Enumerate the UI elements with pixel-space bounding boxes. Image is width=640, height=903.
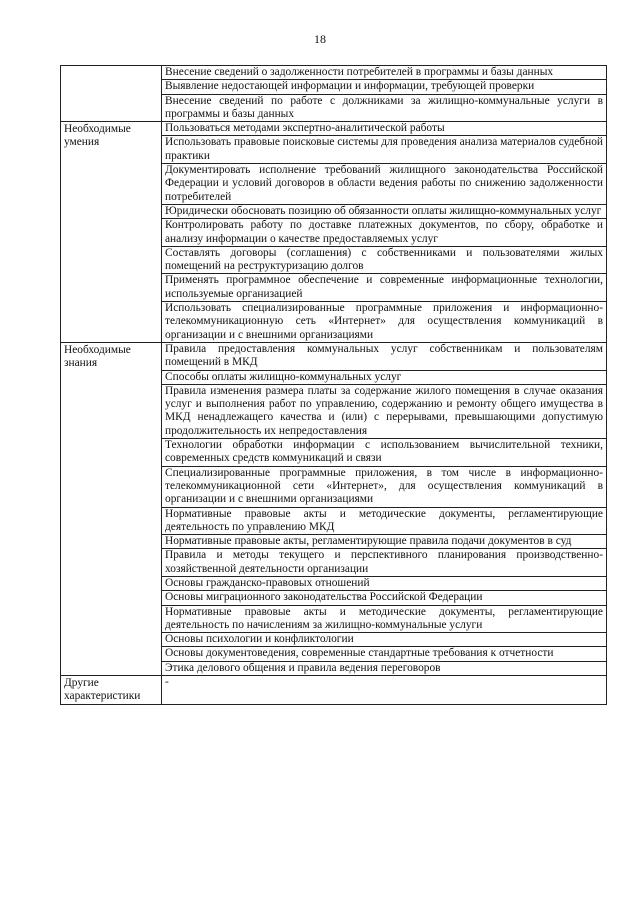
requirement-item: Правила и методы текущего и перспективного планирования производственно-хозяйственной деятельности организации — [162, 549, 607, 577]
requirement-item: Основы психологии и конфликтологии — [162, 633, 607, 647]
requirement-item: Составлять договоры (соглашения) с собственниками и пользователями жилых помещений на реструктуризацию долгов — [162, 246, 607, 274]
requirement-item: Контролировать работу по доставке платежных документов, по сбору, обработке и анализу информации о качестве предоставляемых услуг — [162, 219, 607, 247]
requirement-item: Юридически обосновать позицию об обязанности оплаты жилищно-коммунальных услуг — [162, 204, 607, 218]
requirement-item: Правила предоставления коммунальных услуг собственникам и пользователям помещений в МКД — [162, 342, 607, 370]
requirement-item: Пользоваться методами экспертно-аналитической работы — [162, 122, 607, 136]
table-row — [61, 122, 607, 136]
requirement-item: Нормативные правовые акты, регламентирующие правила подачи документов в суд — [162, 535, 607, 549]
requirement-item: Основы миграционного законодательства Российской Федерации — [162, 591, 607, 605]
table-row — [61, 676, 607, 705]
requirement-item: Использовать правовые поисковые системы для проведения анализа материалов судебной практики — [162, 136, 607, 164]
requirement-item: Применять программное обеспечение и современные информационные технологии, используемые организацией — [162, 274, 607, 302]
requirement-item: Внесение сведений по работе с должниками за жилищно-коммунальные услуги в программы и базы данных — [162, 94, 607, 122]
requirement-item: - — [162, 676, 607, 705]
page-number: 18 — [314, 32, 326, 46]
requirement-item: Нормативные правовые акты и методические документы, регламентирующие деятельность по управлению МКД — [162, 507, 607, 535]
requirement-item: Нормативные правовые акты и методические документы, регламентирующие деятельность по начислениям за жилищно-коммунальные услуги — [162, 605, 607, 633]
requirement-item: Основы гражданско-правовых отношений — [162, 576, 607, 590]
table-row — [61, 66, 607, 80]
requirement-item: Внесение сведений о задолженности потребителей в программы и базы данных — [162, 66, 607, 80]
requirement-item: Правила изменения размера платы за содержание жилого помещения в случае оказания услуг и выполнения работ по управлению, содержанию и ремонту общего имущества в МКД ненадлежащего качества и (или) с перерывами, превышающими допустимую продолжительность их непредоставления — [162, 384, 607, 438]
requirement-item: Технологии обработки информации с использованием вычислительной техники, современных средств коммуникаций и связи — [162, 439, 607, 467]
section-label: Необходимые знания — [61, 342, 162, 675]
section-label: Необходимые умения — [61, 122, 162, 343]
requirement-item: Этика делового общения и правила ведения переговоров — [162, 661, 607, 675]
requirement-item: Использовать специализированные программные приложения и информационно-телекоммуникационную сеть «Интернет» для осуществления коммуникаций в организации и с внешними организациями — [162, 302, 607, 343]
table-row — [61, 342, 607, 370]
requirements-table-body — [61, 66, 607, 705]
requirement-item: Основы документоведения, современные стандартные требования к отчетности — [162, 647, 607, 661]
requirement-item: Способы оплаты жилищно-коммунальных услуг — [162, 370, 607, 384]
requirements-table — [60, 65, 607, 705]
requirement-item: Выявление недостающей информации и информации, требующей проверки — [162, 80, 607, 94]
section-label: Другие характеристики — [61, 676, 162, 705]
requirement-item: Документировать исполнение требований жилищного законодательства Российской Федерации и условий договоров в области ведения работы по снижению задолженности потребителей — [162, 164, 607, 205]
requirement-item: Специализированные программные приложения, в том числе в информационно-телекоммуникационной сети «Интернет», для осуществления коммуникаций в организации и с внешними организациями — [162, 466, 607, 507]
section-label — [61, 66, 162, 122]
